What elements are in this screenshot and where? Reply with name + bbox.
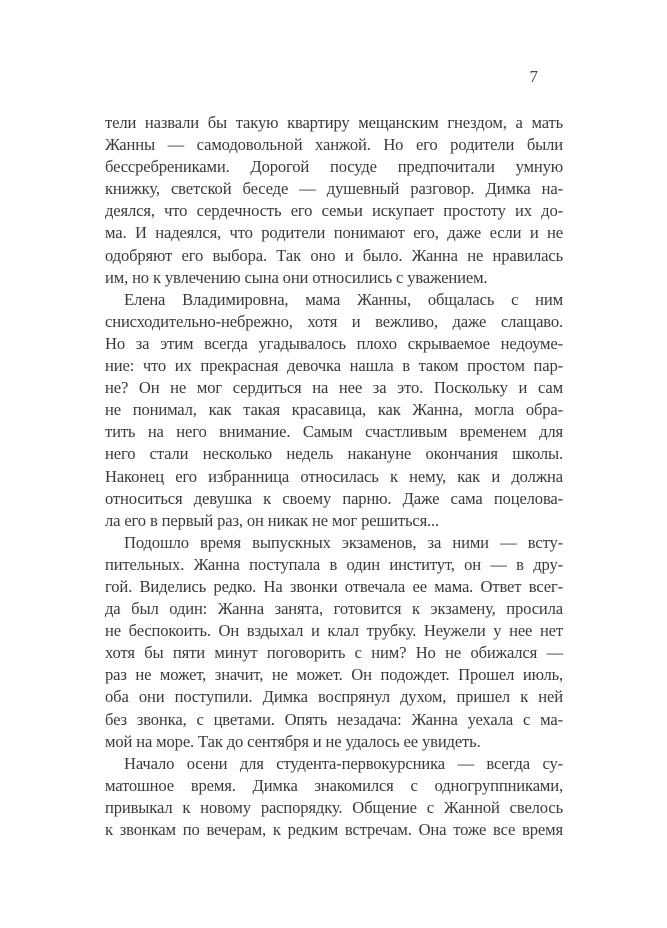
text-line: раз не может, значит, не может. Он подождет. Прошел июль, (105, 665, 563, 685)
text-line: ма. И надеялся, что родители понимают его, даже если и не (105, 223, 563, 243)
text-line: к звонкам по вечерам, к редким встречам. Она тоже все время (105, 820, 563, 839)
text-line: него стали несколько недель накануне окончания школы. (105, 444, 563, 464)
text-line: относиться девушка к своему парню. Даже сама поцелова- (105, 488, 563, 508)
text-line: не понимал, как такая красавица, как Жанна, могла обра- (105, 400, 563, 420)
paragraph-3 (105, 532, 563, 753)
page-number: 7 (529, 67, 538, 86)
text-line: матошное время. Димка знакомился с одногруппниками, (105, 775, 563, 795)
paragraph-4 (105, 753, 563, 841)
text-line: пительных. Жанна поступала в один институт, он — в дру- (105, 554, 563, 574)
text-line: мой на море. Так до сентября и не удалось ее увидеть. (105, 731, 481, 751)
text-line: без звонка, с цветами. Опять незадача: Жанна уехала с ма- (105, 709, 563, 729)
paragraph-2 (105, 289, 563, 532)
text-line: одобряют его выбора. Так оно и было. Жанна не нравилась (105, 245, 563, 265)
text-line: книжку, светской беседе — душевный разговор. Димка на- (105, 179, 563, 199)
text-line: Наконец его избранница относилась к нему, как и должна (105, 466, 563, 486)
text-line: не беспокоить. Он вздыхал и клал трубку. Неужели у нее нет (105, 621, 563, 641)
body-text (105, 112, 563, 841)
text-line: Елена Владимировна, мама Жанны, общалась с ним (124, 289, 563, 309)
text-line: Но за этим всегда угадывалось плохо скрываемое недоуме- (105, 333, 563, 353)
text-line: ла его в первый раз, он никак не мог решиться... (105, 510, 440, 530)
text-line: им, но к увлечению сына они относились с уважением. (105, 267, 488, 287)
text-line: оба они поступили. Димка воспрянул духом, пришел к ней (105, 687, 563, 707)
paragraph-1 (105, 112, 563, 289)
text-line: хотя бы пяти минут поговорить с ним? Но не обижался — (105, 643, 563, 663)
text-line: бессребрениками. Дорогой посуде предпочитали умную (105, 157, 563, 177)
text-line: снисходительно-небрежно, хотя и вежливо, даже слащаво. (105, 311, 563, 331)
text-line: тели назвали бы такую квартиру мещанским гнездом, а мать (105, 113, 563, 132)
text-line: ние: что их прекрасная девочка нашла в таком простом пар- (105, 356, 563, 376)
text-line: деялся, что сердечность его семьи искупает простоту их до- (105, 201, 563, 221)
text-line: не? Он не мог сердиться на нее за это. Поскольку и сам (105, 378, 563, 398)
text-line: привыкал к новому распорядку. Общение с Жанной свелось (105, 797, 563, 817)
text-line: Начало осени для студента-первокурсника — всегда су- (124, 753, 563, 773)
text-line: тить на него внимание. Самым счастливым временем для (105, 422, 563, 442)
text-line: Подошло время выпускных экзаменов, за ними — всту- (124, 532, 563, 552)
text-line: гой. Виделись редко. На звонки отвечала ее мама. Ответ всег- (105, 576, 563, 596)
text-line: да был один: Жанна занята, готовится к экзамену, просила (105, 599, 563, 619)
text-line: Жанны — самодовольной ханжой. Но его родители были (105, 135, 563, 155)
